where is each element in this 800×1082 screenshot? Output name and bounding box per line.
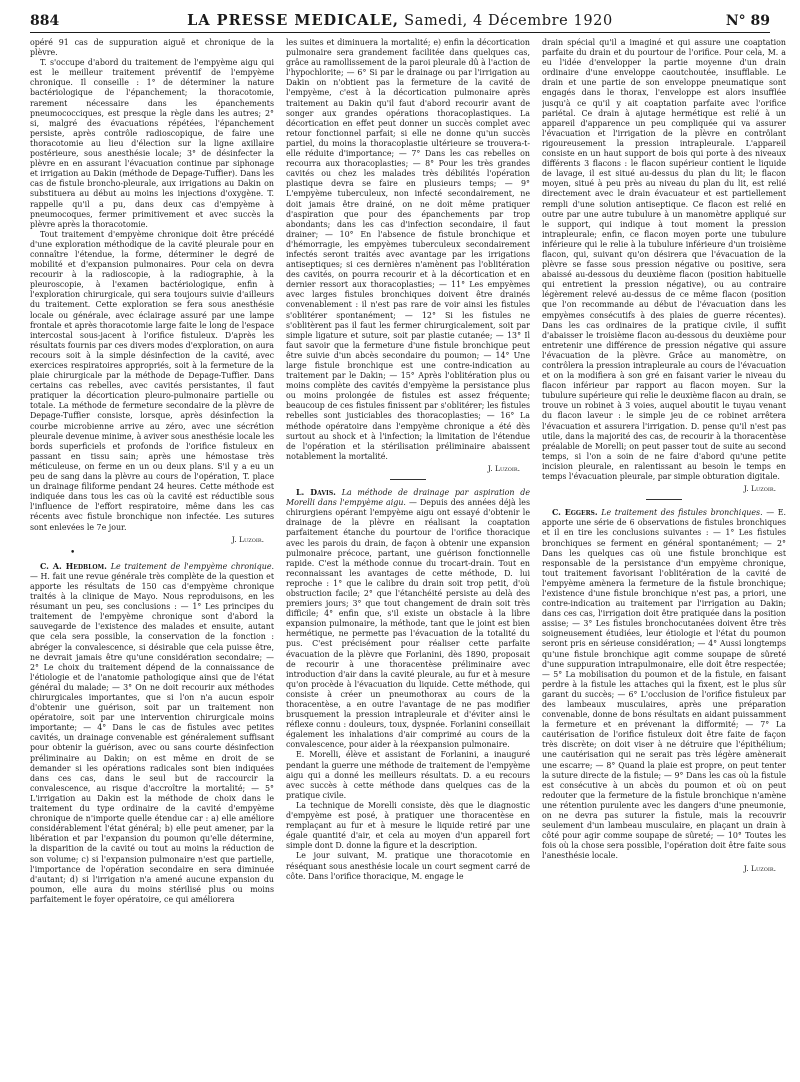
paragraph: les suites et diminuera la mortalité; e) enfin la décortication pulmonaire sera grandement facilitée dans quelques cas, grâce au ramollissement de la paroi pleurale dû à l'action de l'hypochlorite; — 6° Si par le drainage ou par l'irrigation au Dakin on n'obtient pas la fermeture de la cavité de l'empyème, c'est à la décortication pulmonaire après traitement au Dakin qu'il faut d'abord recourir avant de songer aux grandes opérations thoracoplastiques. La décortication en effet peut donner un succès complet avec retour fonctionnel parfait; si elle ne donne qu'un succès partiel, du moins la thoracoplastie ultérieure se trouvera-t-elle réduite d'importance; — 7° Dans les cas rebelles on recourra aux thoracoplasties; — 8° Pour les très grandes cavités ou chez les malades très débilités l'opération plastique devra se faire en plusieurs temps; — 9° L'empyème tuberculeux, non infecté secondairement, ne doit jamais être drainé, on ne doit même pratiquer d'aspiration que pour des épanchements par trop abondants; dans les cas d'infection secondaire, il faut drainer; — 10° En l'absence de fistule bronchique et d'hémorragie, les empyèmes tuberculeux secondairement infectés seront traités avec avantage par les irrigations antiseptiques; si ces dernières n'amènent pas l'oblitération des cavités, on pourra recourir et à la décortication et en dernier ressort aux thoracoplasties; — 11° Les empyèmes avec larges fistules bronchiques doivent être drainés convenablement : il n'est pas rare de voir ainsi les fistules s'oblitérer spontanément; — 12° Si les fistules ne s'oblitèrent pas il faut les fermer chirurgicalement, soit par simple ligature et suture, soit par plastie cutanée; — 13° Il faut savoir que la fermeture d'une fistule bronchique peut être suivie d'un abcès secondaire du poumon; — 14° Une large fistule bronchique est une contre-indication au traitement par le Dakin; — 15° Après l'oblitération plus ou moins complète des cavités d'empyème la persistance plus ou moins prolongée de fistules est assez fréquente; beaucoup de ces fistules finissent par s'oblitérer; les fistules rebelles sont justiciables des thoracoplasties; — 16° La méthode opératoire dans l'empyème chronique a été dès surtout au shock et à l'infection; la limitation de l'étendue de l'opération et la stérilisation préliminaire abaissent notablement la mortalité. bbox=[286, 38, 530, 461]
journal-title: LA PRESSE MEDICALE, bbox=[187, 12, 399, 29]
column-2 bbox=[286, 38, 530, 1074]
author-signature: J. Luzoir. bbox=[487, 463, 520, 473]
author-signature: J. Luzoir. bbox=[231, 534, 264, 544]
page-number: 884 bbox=[30, 13, 60, 29]
article-separator bbox=[646, 499, 682, 500]
article-author: L. Davis. bbox=[296, 488, 336, 498]
paragraph: Tout traitement d'empyème chronique doit être précédé d'une exploration méthodique de la cavité pleurale pour en connaître l'étendue, la forme, déterminer le degré de mobilité et d'expansion pulmonaires. Pour cela on devra recourir à la radioscopie, à la radiographie, à la pleuroscopie, à l'examen bactériologique, enfin à l'exploration chirurgicale, qui sera toujours suivie d'ailleurs du traitement. Cette exploration se fera sous anesthésie locale ou générale, avec éclairage assuré par une lampe frontale et après thoracotomie large faite le long de l'espace intercostal sous-jacent à l'orifice fistuleux. D'après les résultats fournis par ces divers modes d'exploration, on aura recours soit à la simple désinfection de la cavité, avec exercices respiratoires appropriés, soit à la fermeture de la plaie chirurgicale par la méthode de Depage-Tuffier. Dans certains cas rebelles, avec cavités persistantes, il faut pratiquer la décortication pleuro-pulmonaire partielle ou totale. La méthode de fermeture secondaire de la plèvre de Depage-Tuffier consiste, lorsque, après désinfection la courbe microbienne arrive au zéro, avec une sécrétion pleurale devenue minime, à aviver sous anesthésie locale les bords superficiels et profonds de l'orifice fistuleux en passant en tissu sain; après une hémostase très méticuleuse, on ferme en un ou deux plans. S'il y a eu un peu de sang dans la plèvre au cours de l'opération, T. place un drainage filiforme pendant 24 heures. Cette méthode est indiquée dans tous les cas où la cavité est réductible sous l'influence de l'effort respiratoire, même dans les cas récents avec fistule bronchique non infectée. Les sutures sont enlevées le 7e jour. bbox=[30, 229, 274, 532]
paragraph: opéré 91 cas de suppuration aiguë et chronique de la plèvre. bbox=[30, 38, 274, 58]
paragraph: E. Morelli, élève et assistant de Forlanini, a inauguré pendant la guerre une méthode de traitement de l'empyème aigu qui a donné les meilleurs résultats. D. a eu recours avec succès à cette méthode dans quelques cas de la pratique civile. bbox=[286, 750, 530, 800]
paragraph: drain spécial qu'il a imaginé et qui assure une coaptation parfaite du drain et du pourtour de l'orifice. Pour cela, M. a eu l'idée d'envelopper la partie moyenne d'un drain ordinaire d'une enveloppe caoutchoutée, insufflable. Le drain et une partie de son enveloppe pneumatique sont engagés dans le thorax, l'enveloppe est alors insufflée jusqu'à ce qu'il y ait coaptation parfaite avec l'orifice pariétal. Ce drain à ajutage hermétique est relié à un appareil d'apparence un peu compliquée qui va assurer l'évacuation et l'irrigation de la plèvre en contrôlant rigoureusement la pression intrapleurale. L'appareil consiste en un haut support de bois qui porte à des niveaux différents 3 flacons : le flacon supérieur contient le liquide de lavage, il est situé au-dessus du plan du lit; le flacon moyen, situé à peu près au niveau du plan du lit, est relié directement avec le drain évacuateur et est partiellement rempli d'une solution antiseptique. Ce flacon est relié en outre par une autre tubulure à un manomètre appliqué sur le support, qui indique à tout moment la pression intrapleurale; enfin, ce flacon moyen porte une tubulure inférieure qui le relie à la tubulure inférieure d'un troisième flacon, qui, suivant qu'on désirera que l'évacuation de la plèvre se fasse sous pression négative ou positive, sera abaissé au-dessous du deuxième flacon (position habituelle qui entretient la pression négative), ou au contraire légèrement relevé au-dessus de ce même flacon (position que l'on recommande au début de l'évacuation dans les empyèmes consécutifs à des plaies de guerre récentes). Dans les cas ordinaires de la pratique civile, il suffit d'abaisser le troisième flacon au-dessous du deuxième pour entretenir une différence de pression négative qui assure l'évacuation de la plèvre. Grâce au manomètre, on contrôlera la pression intrapleurale au cours de l'évacuation et on la modifiera à son gré en faisant varier le niveau du flacon inférieur par rapport au flacon moyen. Sur la tubulure supérieure qui relie le deuxième flacon au drain, se trouve un robinet à 3 voies, auquel aboutit le tuyau venant du flacon laveur : le simple jeu de ce robinet arrêtera l'évacuation et assurera l'irrigation. D. pense qu'il n'est pas utile, dans la majorité des cas, de recourir à la thoracentèse préalable de Morelli; on peut passer tout de suite au second temps, si l'on a soin de ne faire d'abord qu'une petite incision pleurale, en ralentissant au besoin le temps en temps l'évacuation pleurale, par simple obturation digitale. bbox=[542, 38, 786, 482]
article-author: C. A. Hedblom. bbox=[40, 561, 107, 571]
issue-number: N° 89 bbox=[725, 13, 770, 29]
paragraph: T. s'occupe d'abord du traitement de l'empyème aigu qui est le meilleur traitement préventif de l'empyème chronique. Il conseille : 1° de déterminer la nature bactériologique de l'épanchement; la thoracotomie, rarement nécessaire dans les épanchements pneumococciques, est presque la règle dans les autres; 2° si, malgré des évacuations répétées, l'épanchement persiste, après contrôle radioscopique, de faire une thoracotomie au lieu d'élection sur la ligne axillaire postérieure, sous anesthésie locale; 3° de désinfecter la plèvre en en assurant l'évacuation continue par siphonage et irrigation au Dakin (méthode de Depage-Tuffier). Dans les cas de fistule broncho-pleurale, aux irrigations au Dakin on substituera au début au moins les injections d'oxygène. T. rappelle qu'il a pu, dans deux cas d'empyème à pneumocoques, fermer primitivement et avec succès la plèvre après la thoracotomie. bbox=[30, 58, 274, 229]
author-signature: J. Luzoir. bbox=[743, 484, 776, 494]
article-body: — H. fait une revue générale très complète de la question et apporte les résultats de 150 cas d'empyème chronique traités à la clinique de Mayo. Nous reproduisons, en les résumant un peu, ses conclusions : — 1° Les principes du traitement de l'empyème chronique sont d'abord la sauvegarde de l'existence des malades et ensuite, autant que cela sera possible, la conservation de la fonction : abréger la convalescence, si désirable que cela puisse être, ne devrait jamais être qu'une considération secondaire; — 2° Le choix du traitement dépend de la connaissance de l'étiologie et de l'anatomie pathologique ainsi que de l'état général du malade; — 3° On ne doit recourir aux méthodes chirurgicales importantes, que si l'on n'a aucun espoir d'obtenir une guérison, soit par un traitement non opératoire, soit par une intervention chirurgicale moins importante; — 4° Dans le cas de fistules avec petites cavités, un drainage convenable est généralement suffisant pour obtenir la guérison, avec ou sans courte désinfection préliminaire au Dakin; on est même en droit de se demander si les opérations radicales sont bien indiquées dans ces cas, dans le seul but de raccourcir la convalescence, au risque d'accroître la mortalité; — 5° L'irrigation au Dakin est la méthode de choix dans le traitement du type ordinaire de la cavité d'empyème chronique de n'importe quelle étendue car : a) elle améliore considérablement l'état général; b) elle peut amener, par la libération et par l'expansion du poumon qu'elle détermine, la disparition de la cavité ou tout au moins la réduction de son volume; c) si l'expansion pulmonaire n'est que partielle, l'importance de l'opération secondaire en sera diminuée d'autant; d) si l'irrigation n'a amené aucune expansion du poumon, elle aura du moins stérilisé plus ou moins parfaitement le foyer opératoire, ce qui améliorera bbox=[30, 571, 274, 904]
header-title-line bbox=[30, 12, 770, 29]
issue-date: Samedi, 4 Décembre 1920 bbox=[404, 13, 613, 29]
article-body: — Depuis des années déjà les chirurgiens opérant l'empyème aigu ont essayé d'obtenir le drainage de la plèvre en réalisant la coaptation parfaitement étanche du pourtour de l'orifice thoracique avec les parois du drain, de façon à obtenir une expansion pulmonaire précoce, partant, une guérison fonctionnelle rapide. C'est la méthode connue du trocart-drain. Tout en reconnaissant les avantages de cette méthode, D. lui reproche : 1° que le calibre du drain soit trop petit, d'où obstruction facile; 2° que l'étanchéité persiste au delà des premiers jours; 3° que tout changement de drain soit très difficile; 4° enfin que, s'il existe un obstacle à la libre expansion pulmonaire, la méthode, tant que le joint est bien hermétique, ne permette pas l'évacuation de la totalité du pus. C'est précisément pour réaliser cette parfaite évacuation de la plèvre que Forlanini, dès 1890, proposait de recourir à une thoracentèse préliminaire avec introduction d'air dans la cavité pleurale, au fur et à mesure qu'on procède à l'évacuation du liquide. Cette méthode, qui consiste à créer un pneumothorax au cours de la thoracentèse, a en outre l'avantage de ne pas modifier brusquement la pression intrapleurale et d'éviter ainsi le réflexe connu : douleurs, toux, dyspnée. Forlanini conseillait également les inhalations d'air comprimé au cours de la convalescence, pour aider à la réexpansion pulmonaire. bbox=[286, 498, 530, 750]
article-body: — E. apporte une série de 6 observations de fistules bronchiques et il en tire les conclusions suivantes : — 1° Les fistules bronchiques se ferment en général spontanément; — 2° Dans les quelques cas où une fistule bronchique est responsable de la persistance d'un empyème chronique, tout traitement favorisant l'oblitération de la cavité de l'empyème amènera la fermeture de la fistule bronchique; l'existence d'une fistule bronchique n'est pas, a priori, une contre-indication au traitement par l'irrigation au Dakin; dans ces cas, l'irrigation doit être pratiquée dans la position assise; — 3° Les fistules bronchocutanées doivent être très soigneusement étudiées, leur étiologie et l'état du poumon seront pris en sérieuse considération; — 4° Aussi longtemps qu'une fistule bronchique agit comme soupape de sûreté d'une suppuration intrapulmonaire, elle doit être respectée; — 5° La mobilisation du poumon et de la fistule, en faisant perdre à la fistule les attaches qui la fixent, est le plus sûr garant du succès; — 6° L'occlusion de l'orifice fistuleux par des lambeaux musculaires, après une préparation convenable, donne de bons résultats en aidant puissamment la fermeture et en prévenant la difformité; — 7° La cautérisation de l'orifice fistuleux doit être faite de façon très discrète; on doit viser à ne détruire que l'épithélium; une cautérisation qui ne serait pas très légère amènerait une escarre; — 8° Quand la plaie est propre, on peut tenter la suture directe de la fistule; — 9° Dans les cas où la fistule est consécutive à un abcès du poumon et où on peut redouter que la fermeture de la fistule bronchique n'amène une rétention purulente avec les dangers d'une pneumonie, on ne devra pas suturer la fistule, mais la recouvrir seulement d'un lambeau musculaire, en plaçant un drain à côté pour agir comme soupape de sûreté; — 10° Toutes les fois où la chose sera possible, l'opération doit être faite sous l'anesthésie locale. bbox=[542, 508, 786, 861]
article-title: La méthode de drainage par aspiration de Morelli dans l'empyème aigu. bbox=[286, 488, 530, 508]
header-rule bbox=[30, 32, 770, 33]
running-header bbox=[30, 8, 770, 34]
column-1 bbox=[30, 38, 274, 1074]
article-paragraph bbox=[286, 488, 530, 750]
article-title: Le traitement de l'empyème chronique. bbox=[110, 561, 274, 571]
article-separator bbox=[390, 479, 426, 480]
bullet-ornament: • bbox=[70, 547, 76, 558]
article-hedblom bbox=[30, 562, 274, 905]
article-author: C. Eggers. bbox=[552, 508, 598, 518]
article-paragraph bbox=[30, 562, 274, 905]
article-davis bbox=[286, 488, 530, 882]
article-paragraph bbox=[542, 508, 786, 861]
paragraph: La technique de Morelli consiste, dès que le diagnostic d'empyème est posé, à pratiquer une thoracentèse en remplaçant au fur et à mesure le liquide retiré par une égale quantité d'air, et cela au moyen d'un appareil fort simple dont D. donne la figure et la description. bbox=[286, 800, 530, 851]
paragraph: Le jour suivant, M. pratique une thoracotomie en réséquant sous anesthésie locale un court segment carré de côte. Dans l'orifice thoracique, M. engage le bbox=[286, 851, 530, 881]
author-signature: J. Luzoir. bbox=[743, 863, 776, 873]
column-3 bbox=[542, 38, 786, 1074]
article-title: Le traitement des fistules bronchiques. bbox=[601, 508, 763, 518]
article-eggers bbox=[542, 508, 786, 861]
